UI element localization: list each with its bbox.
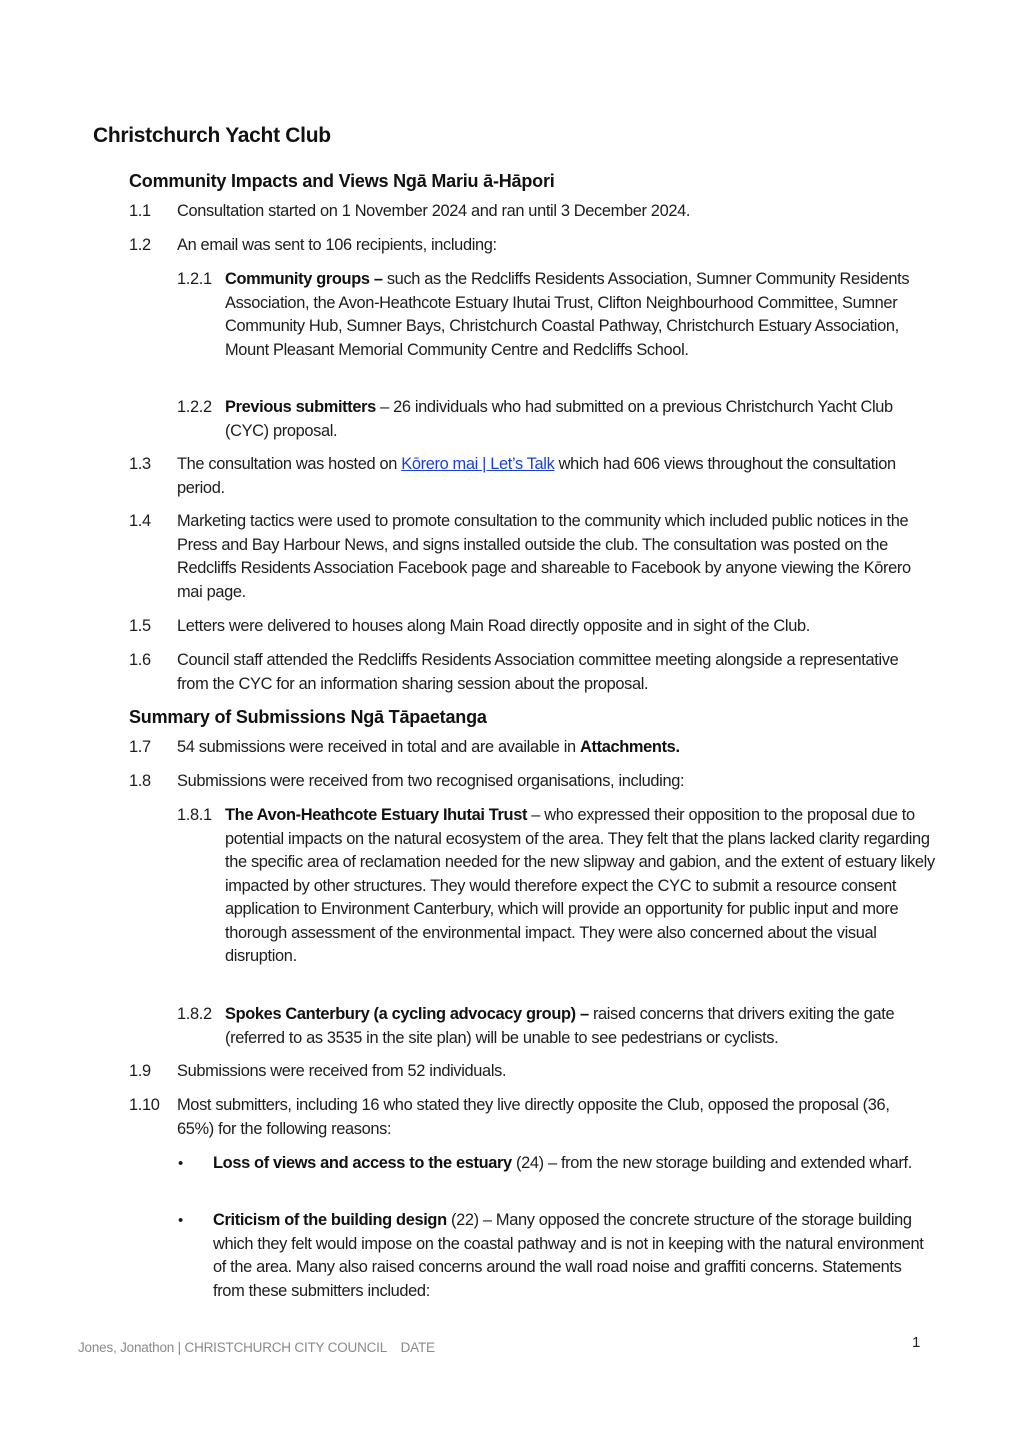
term-previous-submitters: Previous submitters — [225, 398, 376, 416]
paragraph-number: 1.6 — [129, 651, 151, 669]
bullet-building-design — [175, 1209, 935, 1303]
paragraph-1-2-1 — [177, 268, 937, 362]
paragraph-text: Submissions were received from 52 individuals. — [177, 1062, 507, 1080]
footer-date: DATE — [400, 1340, 435, 1355]
paragraph-text: The Avon-Heathcote Estuary Ihutai Trust – who expressed their opposition to the proposal due to potential impacts on the natural ecosystem of the area. They felt that the plans lacked clarity regarding the specific area of reclamation needed for the new slipway and gabion, and the extent of estuary likely impacted by other structures. They would therefore expect the CYC to submit a resource consent application to Environment Canterbury, which will provide an opportunity for public input and more thorough assessment of the environmental impact. They were also concerned about the visual disruption. — [225, 806, 935, 965]
paragraph-number: 1.1 — [129, 202, 151, 220]
paragraph-1-7 — [129, 736, 929, 760]
footer-org: CHRISTCHURCH CITY COUNCIL — [184, 1340, 388, 1355]
paragraph-1-4 — [129, 510, 929, 604]
footer-separator: | — [177, 1340, 181, 1355]
paragraph-number: 1.7 — [129, 738, 151, 756]
paragraph-number: 1.4 — [129, 512, 151, 530]
bullet-icon: • — [178, 1212, 183, 1229]
paragraph-number: 1.9 — [129, 1062, 151, 1080]
paragraph-1-1 — [129, 200, 929, 224]
term-spokes-canterbury: Spokes Canterbury (a cycling advocacy group) – — [225, 1005, 589, 1023]
document-title: Christchurch Yacht Club — [93, 124, 331, 147]
korero-mai-link[interactable]: Kōrero mai | Let’s Talk — [401, 455, 555, 473]
paragraph-text: An email was sent to 106 recipients, including: — [177, 236, 497, 254]
paragraph-text: Community groups – such as the Redcliffs Residents Association, Sumner Community Residents Association, the Avon-Heathcote Estuary Ihutai Trust, Clifton Neighbourhood Committee, Sumner Community Hub, Sumner Bays, Christchurch Coastal Pathway, Christchurch Estuary Association, Mount Pleasant Memorial Community Centre and Redcliffs School. — [225, 270, 910, 359]
paragraph-number: 1.10 — [129, 1096, 160, 1114]
paragraph-1-2 — [129, 234, 929, 258]
paragraph-1-2-2 — [177, 396, 937, 443]
paragraph-text: Spokes Canterbury (a cycling advocacy group) – raised concerns that drivers exiting the gate (referred to as 3535 in the site plan) will be unable to see pedestrians or cyclists. — [225, 1005, 895, 1047]
attachments-reference: Attachments. — [580, 738, 680, 756]
paragraph-1-6 — [129, 649, 929, 696]
section-heading-summary-of-submissions: Summary of Submissions Ngā Tāpaetanga — [129, 707, 487, 727]
term-loss-of-views: Loss of views and access to the estuary — [213, 1154, 512, 1172]
paragraph-text: Consultation started on 1 November 2024 and ran until 3 December 2024. — [177, 202, 691, 220]
paragraph-number: 1.8.2 — [177, 1005, 212, 1023]
paragraph-text: Letters were delivered to houses along Main Road directly opposite and in sight of the Club. — [177, 617, 810, 635]
paragraph-1-8-1 — [177, 804, 937, 969]
page-footer — [78, 1340, 435, 1355]
paragraph-text: Submissions were received from two recognised organisations, including: — [177, 772, 685, 790]
bullet-loss-of-views — [175, 1152, 935, 1176]
paragraph-number: 1.8 — [129, 772, 151, 790]
paragraph-1-8 — [129, 770, 929, 794]
paragraph-number: 1.5 — [129, 617, 151, 635]
paragraph-number: 1.2.2 — [177, 398, 212, 416]
paragraph-1-9 — [129, 1060, 929, 1084]
section-heading-community-impacts: Community Impacts and Views Ngā Mariu ā-Hāpori — [129, 171, 555, 191]
page-number: 1 — [912, 1334, 921, 1351]
footer-author: Jones, Jonathon — [78, 1340, 175, 1355]
paragraph-1-5 — [129, 615, 929, 639]
bullet-icon: • — [178, 1155, 183, 1172]
paragraph-text: Marketing tactics were used to promote consultation to the community which included public notices in the Press and Bay Harbour News, and signs installed outside the club. The consultation was posted on the Redcliffs Residents Association Facebook page and shareable to Facebook by anyone viewing the Kōrero mai page. — [177, 512, 911, 601]
bullet-text: Criticism of the building design (22) – Many opposed the concrete structure of the storage building which they felt would impose on the coastal pathway and is not in keeping with the natural environment of the area. Many also raised concerns around the wall road noise and graffiti concerns. Statements from these submitters included: — [213, 1211, 924, 1300]
paragraph-number: 1.8.1 — [177, 806, 212, 824]
paragraph-text: Council staff attended the Redcliffs Residents Association committee meeting alongside a representative from the CYC for an information sharing session about the proposal. — [177, 651, 899, 693]
paragraph-text: Most submitters, including 16 who stated they live directly opposite the Club, opposed the proposal (36, 65%) for the following reasons: — [177, 1096, 890, 1138]
paragraph-number: 1.2.1 — [177, 270, 212, 288]
paragraph-number: 1.3 — [129, 455, 151, 473]
paragraph-number: 1.2 — [129, 236, 151, 254]
paragraph-1-8-2 — [177, 1003, 937, 1050]
bullet-text: Loss of views and access to the estuary (24) – from the new storage building and extended wharf. — [213, 1154, 912, 1172]
term-community-groups: Community groups – — [225, 270, 383, 288]
paragraph-text: Previous submitters – 26 individuals who had submitted on a previous Christchurch Yacht Club (CYC) proposal. — [225, 398, 893, 440]
term-building-design: Criticism of the building design — [213, 1211, 447, 1229]
paragraph-1-10 — [129, 1094, 929, 1141]
paragraph-text: The consultation was hosted on Kōrero mai | Let’s Talk which had 606 views throughout the consultation period. — [177, 455, 896, 497]
paragraph-1-3 — [129, 453, 929, 500]
paragraph-text: 54 submissions were received in total and are available in Attachments. — [177, 738, 680, 756]
term-avon-heathcote-trust: The Avon-Heathcote Estuary Ihutai Trust — [225, 806, 528, 824]
